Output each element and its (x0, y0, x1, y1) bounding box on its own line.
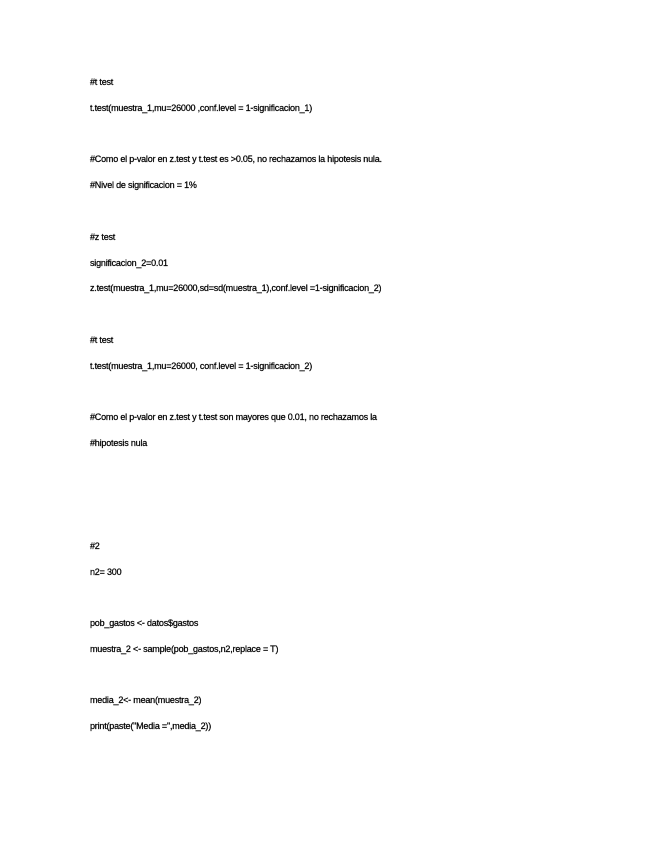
comment-section-2: #2 (90, 541, 100, 551)
comment-t-test-2: #t test (90, 335, 114, 345)
comment-z-test: #z test (90, 232, 116, 242)
comment-significance-level: #Nivel de significacion = 1% (90, 180, 197, 190)
comment-conclusion-2: #Como el p-valor en z.test y t.test son mayores que 0.01, no rechazamos la (90, 412, 377, 422)
comment-t-test: #t test (90, 77, 114, 87)
code-line-print: print(paste("Media =",media_2)) (90, 721, 211, 731)
code-line-significance: significacion_2=0.01 (90, 258, 168, 268)
code-line-t-test-1: t.test(muestra_1,mu=26000 ,conf.level = 1-significacion_1) (90, 103, 313, 113)
code-line-t-test-2: t.test(muestra_1,mu=26000, conf.level = 1-significacion_2) (90, 361, 313, 371)
code-line-n2: n2= 300 (90, 567, 122, 577)
code-line-media-2: media_2<- mean(muestra_2) (90, 695, 202, 705)
code-line-pob-gastos: pob_gastos <- datos$gastos (90, 618, 199, 628)
code-line-z-test: z.test(muestra_1,mu=26000,sd=sd(muestra_1),conf.level =1-significacion_2) (90, 283, 382, 293)
comment-conclusion-2-cont: #hipotesis nula (90, 438, 148, 448)
comment-conclusion-1: #Como el p-valor en z.test y t.test es >0.05, no rechazamos la hipotesis nula. (90, 154, 382, 164)
code-line-muestra-2: muestra_2 <- sample(pob_gastos,n2,replace = T) (90, 644, 279, 654)
